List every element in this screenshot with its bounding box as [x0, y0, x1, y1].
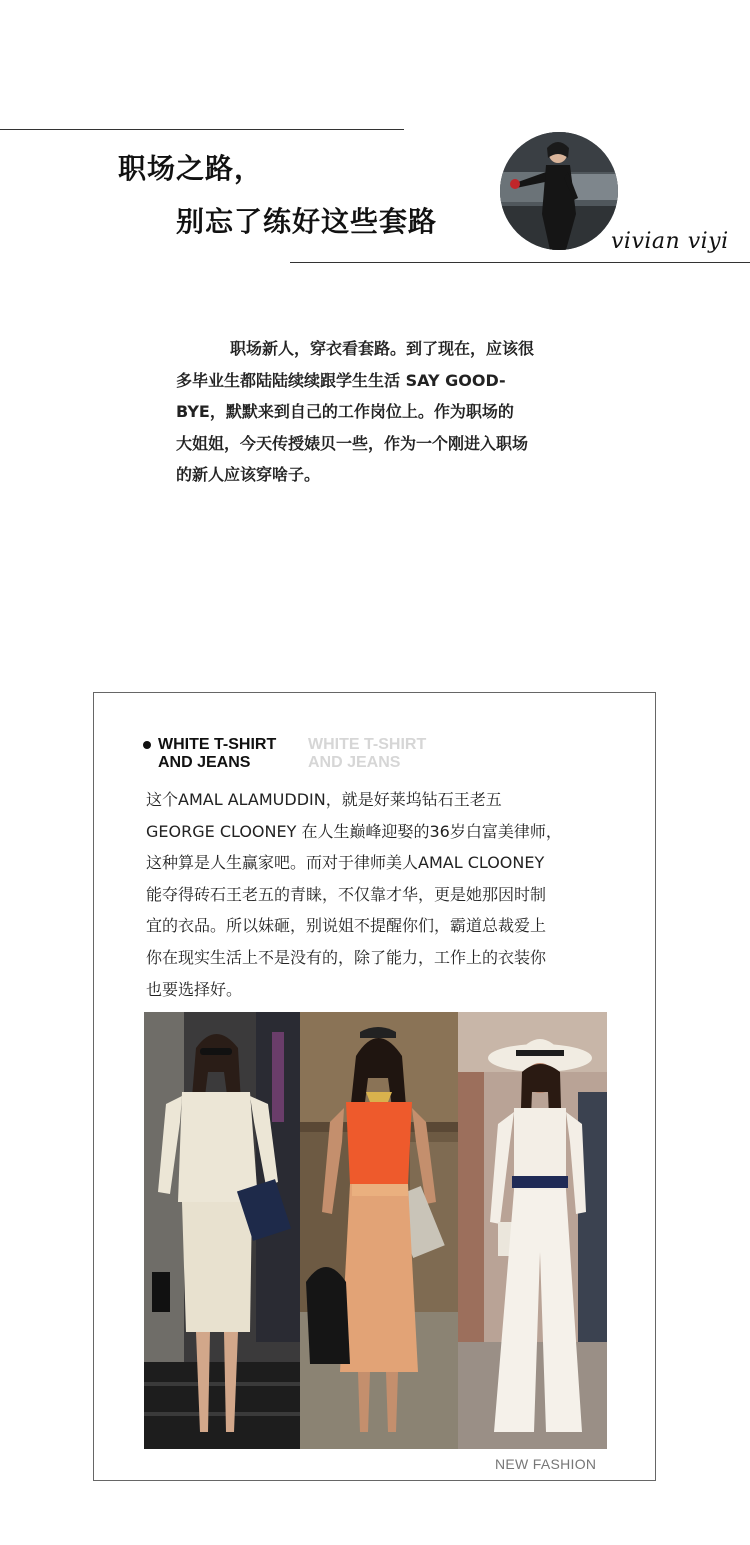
intro-line: 大姐姐，今天传授婊贝一些，作为一个刚进入职场	[176, 433, 529, 453]
card-heading: WHITE T-SHIRT AND JEANS	[158, 736, 277, 771]
photo-orange-top	[300, 1012, 458, 1449]
bullet-dot-icon	[143, 741, 151, 749]
intro-line: BYE，默默来到自己的工作岗位上。作为职场的	[176, 402, 514, 421]
photo-cream-suit	[144, 1012, 300, 1449]
avatar	[500, 132, 618, 250]
bottom-divider	[290, 262, 750, 263]
body-line: 能夺得砖石王老五的青睐，不仅靠才华，更是她那因时制	[146, 884, 547, 904]
page-title-line1: 职场之路，	[118, 152, 264, 185]
avatar-photo	[500, 132, 618, 250]
intro-paragraph	[176, 333, 576, 491]
body-line: GEORGE CLOONEY 在人生巅峰迎娶的36岁白富美律师，	[146, 821, 562, 841]
intro-line: 职场新人，穿衣看套路。到了现在，应该很	[230, 339, 535, 358]
top-divider	[0, 129, 404, 130]
card-heading-ghost: WHITE T-SHIRT AND JEANS	[308, 736, 427, 771]
photo-white-jumpsuit	[458, 1012, 607, 1449]
card-body	[146, 784, 616, 1005]
intro-line: 多毕业生都陆陆续续跟学生生活 SAY GOOD-	[176, 370, 506, 390]
body-line: 你在现实生活上不是没有的，除了能力，工作上的衣装你	[146, 947, 547, 967]
body-line: 也要选择好。	[146, 979, 243, 999]
body-line: 这种算是人生赢家吧。而对于律师美人AMAL CLOONEY	[146, 853, 545, 873]
page-title-line2: 别忘了练好这些套路	[176, 205, 438, 238]
body-line: 宜的衣品。所以妹砸，别说姐不提醒你们，霸道总裁爱上	[146, 916, 547, 936]
intro-line: 的新人应该穿啥子。	[176, 465, 321, 484]
footer-label: NEW FASHION	[495, 1456, 597, 1472]
brand-logo: vivian viyi	[611, 229, 729, 254]
body-line: 这个AMAL ALAMUDDIN，就是好莱坞钻石王老五	[146, 790, 502, 809]
